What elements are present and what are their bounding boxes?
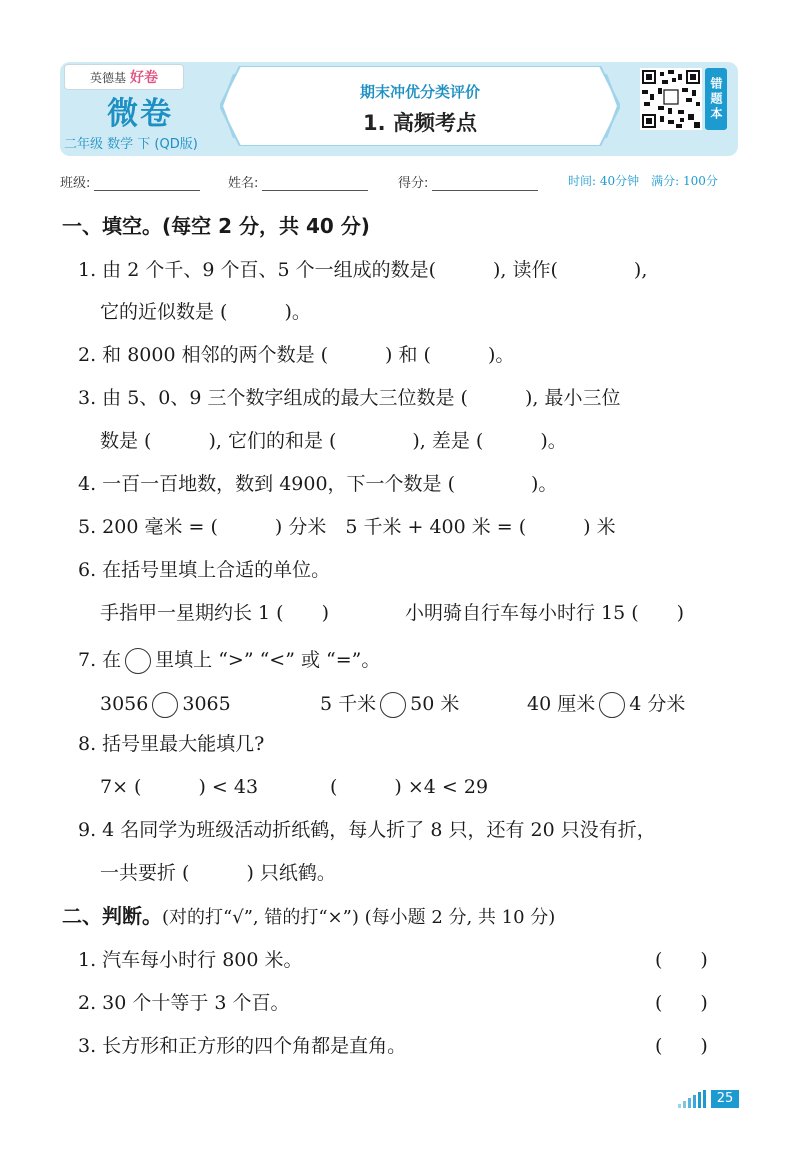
brand-name: 英德基 [89, 70, 126, 85]
q8-item-a: 7× ( ) < 43 [100, 776, 259, 798]
q6-item-a: 手指甲一星期约长 1 ( ) [100, 602, 329, 624]
q7-item-c [527, 692, 685, 718]
page-bars-icon [678, 1090, 710, 1108]
class-field[interactable] [60, 172, 200, 191]
q7c-left: 40 厘米 [527, 693, 596, 715]
name-blank[interactable] [262, 176, 368, 191]
q3-line1: 3. 由 5、0、9 三个数字组成的最大三位数是 ( ), 最小三位 [78, 387, 621, 409]
judge-q3: 3. 长方形和正方形的四个角都是直角。 [78, 1035, 407, 1057]
score-label: 得分: [398, 176, 429, 191]
qr-code-icon[interactable] [640, 68, 702, 130]
q7c-circle[interactable] [599, 692, 625, 718]
section2-note: (对的打“√”, 错的打“×”) (每小题 2 分, 共 10 分) [162, 907, 556, 928]
class-blank[interactable] [94, 176, 200, 191]
compare-circle-icon [125, 648, 151, 674]
judge-q3-answer[interactable]: ( ) [655, 1035, 708, 1057]
student-info-row [60, 172, 750, 192]
grade-label: 二年级 数学 下 (QD版) [64, 137, 198, 152]
class-label: 班级: [60, 176, 91, 191]
judge-q1: 1. 汽车每小时行 800 米。 [78, 949, 303, 971]
q6-item-b: 小明骑自行车每小时行 15 ( ) [405, 602, 685, 624]
judge-q2: 2. 30 个十等于 3 个百。 [78, 992, 290, 1014]
q7c-right: 4 分米 [629, 693, 686, 715]
cuoti-tag: 错题本 [705, 68, 727, 130]
section2-title [62, 904, 555, 930]
q8-item-b: ( ) ×4 < 29 [330, 776, 489, 798]
q7b-right: 50 米 [410, 693, 460, 715]
q8: 8. 括号里最大能填几? [78, 733, 265, 755]
q7-item-b [320, 692, 459, 718]
banner-subtitle: 1. 高频考点 [363, 111, 477, 135]
page-number: 25 [711, 1090, 739, 1108]
brand-hao: 好卷 [130, 69, 158, 85]
judge-q1-answer[interactable]: ( ) [655, 949, 708, 971]
q9-line1: 9. 4 名同学为班级活动折纸鹤，每人折了 8 只，还有 20 只没有折， [78, 819, 656, 841]
q6: 6. 在括号里填上合适的单位。 [78, 559, 331, 581]
q1-line1: 1. 由 2 个千、9 个百、5 个一组成的数是( ), 读作( ), [78, 259, 648, 281]
judge-q2-answer[interactable]: ( ) [655, 992, 708, 1014]
q7a-right: 3065 [182, 693, 231, 715]
q7-item-a [100, 692, 231, 718]
q1-line2: 它的近似数是 ( )。 [100, 301, 311, 323]
q3-line2: 数是 ( ), 它们的和是 ( ), 差是 ( )。 [100, 430, 567, 452]
q7a-circle[interactable] [152, 692, 178, 718]
name-field[interactable] [228, 172, 368, 191]
q4: 4. 一百一百地数，数到 4900，下一个数是 ( )。 [78, 473, 558, 495]
q7-suffix: 里填上 “>” “<” 或 “=”。 [155, 649, 381, 671]
logo-text: 微卷 [107, 96, 173, 132]
section1-title: 一、填空。(每空 2 分，共 40 分) [62, 214, 370, 238]
q2: 2. 和 8000 相邻的两个数是 ( ) 和 ( )。 [78, 344, 515, 366]
q7-prefix: 7. 在 [78, 649, 122, 671]
q9-line2: 一共要折 ( ) 只纸鹤。 [100, 862, 336, 884]
section2-title-text: 二、判断。 [62, 904, 162, 928]
q7b-left: 5 千米 [320, 693, 377, 715]
name-label: 姓名: [228, 176, 259, 191]
banner-title: 期末冲优分类评价 [359, 83, 480, 101]
time-score-meta: 时间: 40分钟 满分: 100分 [568, 174, 718, 188]
score-blank[interactable] [432, 176, 538, 191]
score-field[interactable] [398, 172, 538, 191]
q5: 5. 200 毫米 = ( ) 分米 5 千米 + 400 米 = ( ) 米 [78, 516, 616, 538]
q7b-circle[interactable] [380, 692, 406, 718]
q7a-left: 3056 [100, 693, 149, 715]
brand-tag [64, 64, 184, 90]
q7 [78, 648, 380, 674]
